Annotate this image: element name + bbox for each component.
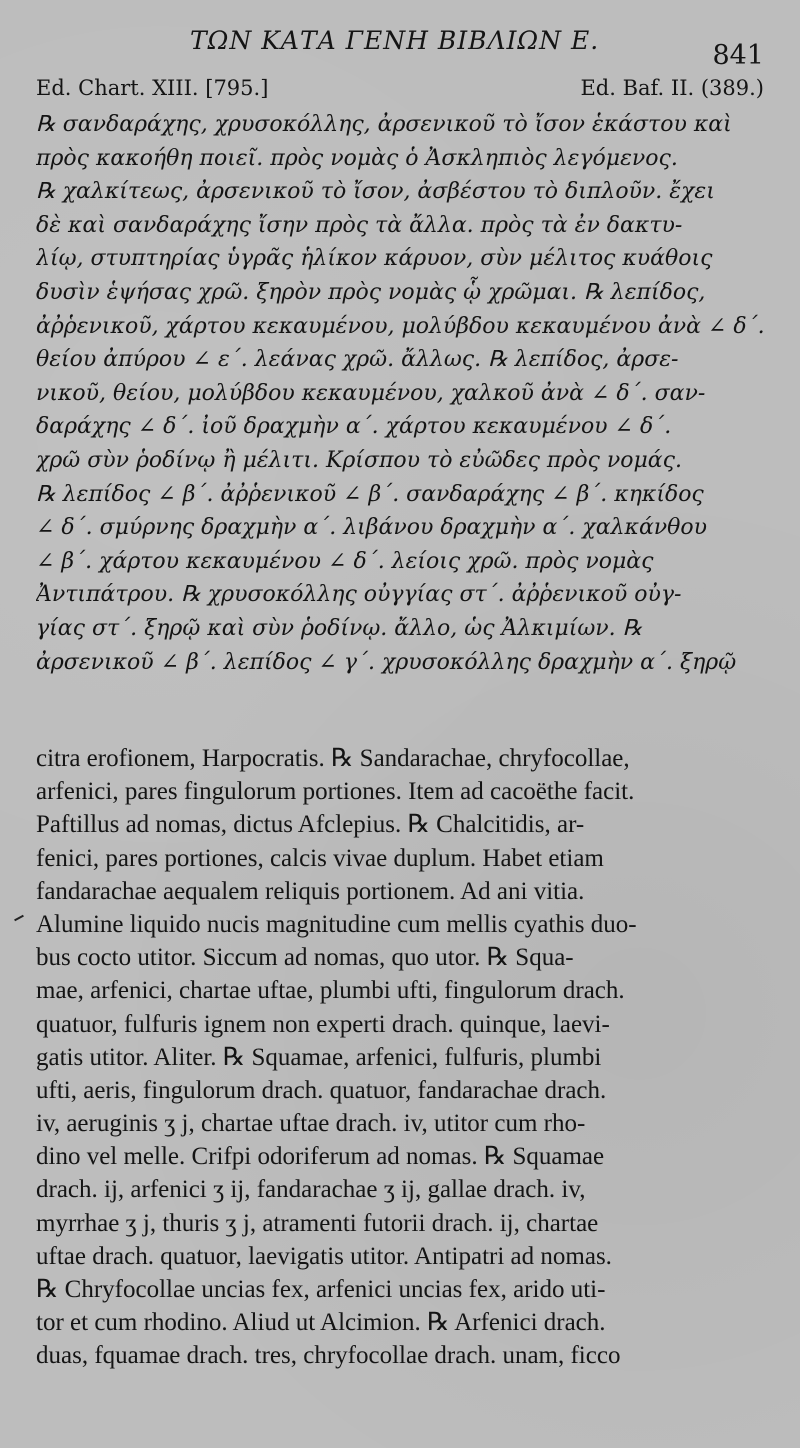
greek-line: δαράχης ∠ δ΄. ἰοῦ δραχμὴν α΄. χάρτου κεκαυμένου ∠ δ΄.: [36, 414, 672, 440]
latin-line: iv, aeruginis ʒ j, chartae uftae drach. iv, utitor cum rho-: [36, 1110, 586, 1138]
latin-line: duas, fquamae drach. tres, chryfocollae drach. unam, ficco: [36, 1342, 621, 1370]
edition-basel-reference: Ed. Baf. II. (389.): [580, 76, 764, 100]
greek-line: θείου ἀπύρου ∠ ε΄. λεάνας χρῶ. ἄλλως. ℞ λεπίδος, ἀρσε-: [36, 347, 679, 373]
margin-mark: [14, 915, 24, 921]
latin-line: ℞ Chryfocollae uncias fex, arfenici uncias fex, arido uti-: [36, 1276, 606, 1303]
latin-line: mae, arfenici, chartae uftae, plumbi ufti, fingulorum drach.: [36, 977, 625, 1005]
latin-line: quatuor, fulfuris ignem non experti drach. quinque, laevi-: [36, 1010, 610, 1038]
greek-line: πρὸς κακοήθη ποιεῖ. πρὸς νομὰς ὁ Ἀσκληπιὸς λεγόμενος.: [36, 145, 678, 171]
latin-line: myrrhae ʒ j, thuris ʒ j, atramenti futorii drach. ij, chartae: [36, 1209, 599, 1237]
greek-line: γίας στ΄. ξηρῷ καὶ σὺν ῥοδίνῳ. ἄλλο, ὡς Ἀλκιμίων. ℞: [36, 615, 643, 641]
latin-line: ufti, aeris, fingulorum drach. quatuor, fandarachae drach.: [36, 1076, 607, 1104]
latin-line: gatis utitor. Aliter. ℞ Squamae, arfenici, fulfuris, plumbi: [36, 1043, 602, 1071]
running-title: ΤΩΝ ΚΑΤΑ ΓΕΝΗ ΒΙΒΛΙΩΝ Ε.: [190, 26, 600, 55]
greek-line: χρῶ σὺν ῥοδίνῳ ἢ μέλιτι. Κρίσπου τὸ εὐῶδες πρὸς νομάς.: [36, 447, 682, 473]
greek-line: ℞ χαλκίτεως, ἀρσενικοῦ τὸ ἴσον, ἀσβέστου τὸ διπλοῦν. ἔχει: [36, 179, 715, 205]
latin-line: fandarachae aequalem reliquis portionem. Ad ani vitia.: [36, 877, 585, 905]
latin-line: Paftillus ad nomas, dictus Afclepius. ℞ Chalcitidis, ar-: [36, 811, 585, 839]
greek-line: ∠ β΄. χάρτου κεκαυμένου ∠ δ΄. λείοις χρῶ. πρὸς νομὰς: [36, 548, 654, 574]
page-number: 841: [712, 40, 764, 71]
latin-line: bus cocto utitor. Siccum ad nomas, quo utor. ℞ Squa-: [36, 944, 574, 972]
greek-line: ∠ δ΄. σμύρνης δραχμὴν α΄. λιβάνου δραχμὴν α΄. χαλκάνθου: [36, 515, 708, 541]
greek-line: λίῳ, στυπτηρίας ὑγρᾶς ἡλίκον κάρυον, σὺν μέλιτος κυάθοις: [36, 246, 713, 272]
latin-line: drach. ij, arfenici ʒ ij, fandarachae ʒ ij, gallae drach. iv,: [36, 1176, 586, 1204]
latin-text-block: [36, 742, 771, 1373]
edition-chart-reference: Ed. Chart. XIII. [795.]: [36, 76, 269, 100]
greek-line: Ἀντιπάτρου. ℞ χρυσοκόλλης οὐγγίας στ΄. ἀῤῥενικοῦ οὐγ-: [36, 582, 682, 608]
latin-line: tor et cum rhodino. Aliud ut Alcimion. ℞ Arfenici drach.: [36, 1309, 606, 1337]
latin-line: uftae drach. quatuor, laevigatis utitor. Antipatri ad nomas.: [36, 1242, 612, 1270]
latin-line: dino vel melle. Crifpi odoriferum ad nomas. ℞ Squamae: [36, 1143, 605, 1171]
greek-line: ἀῤῥενικοῦ, χάρτου κεκαυμένου, μολύβδου κεκαυμένου ἀνὰ ∠ δ΄.: [36, 313, 765, 339]
greek-line: δυσὶν ἑψήσας χρῶ. ξηρὸν πρὸς νομὰς ᾧ χρῶμαι. ℞ λεπίδος,: [36, 279, 706, 305]
latin-line: arfenici, pares fingulorum portiones. Item ad cacoëthe facit.: [36, 778, 635, 806]
latin-line: fenici, pares portiones, calcis vivae duplum. Habet etiam: [36, 844, 604, 872]
greek-text-block: [36, 108, 771, 679]
greek-line: νικοῦ, θείου, μολύβδου κεκαυμένου, χαλκοῦ ἀνὰ ∠ δ΄. σαν-: [36, 380, 706, 406]
greek-line: ℞ λεπίδος ∠ β΄. ἀῤῥενικοῦ ∠ β΄. σανδαράχης ∠ β΄. κηκίδος: [36, 481, 704, 507]
greek-line: ἀρσενικοῦ ∠ β΄. λεπίδος ∠ γ΄. χρυσοκόλλης δραχμὴν α΄. ξηρῷ: [36, 649, 737, 675]
edition-reference-line: [36, 76, 764, 110]
latin-line: Alumine liquido nucis magnitudine cum mellis cyathis duo-: [36, 910, 637, 938]
greek-line: ℞ σανδαράχης, χρυσοκόλλης, ἀρσενικοῦ τὸ ἴσον ἑκάστου καὶ: [36, 112, 732, 137]
greek-line: δὲ καὶ σανδαράχης ἴσην πρὸς τὰ ἄλλα. πρὸς τὰ ἐν δακτυ-: [36, 212, 683, 238]
latin-line: citra erofionem, Harpocratis. ℞ Sandarachae, chryfocollae,: [36, 745, 630, 772]
running-head: [0, 26, 800, 71]
